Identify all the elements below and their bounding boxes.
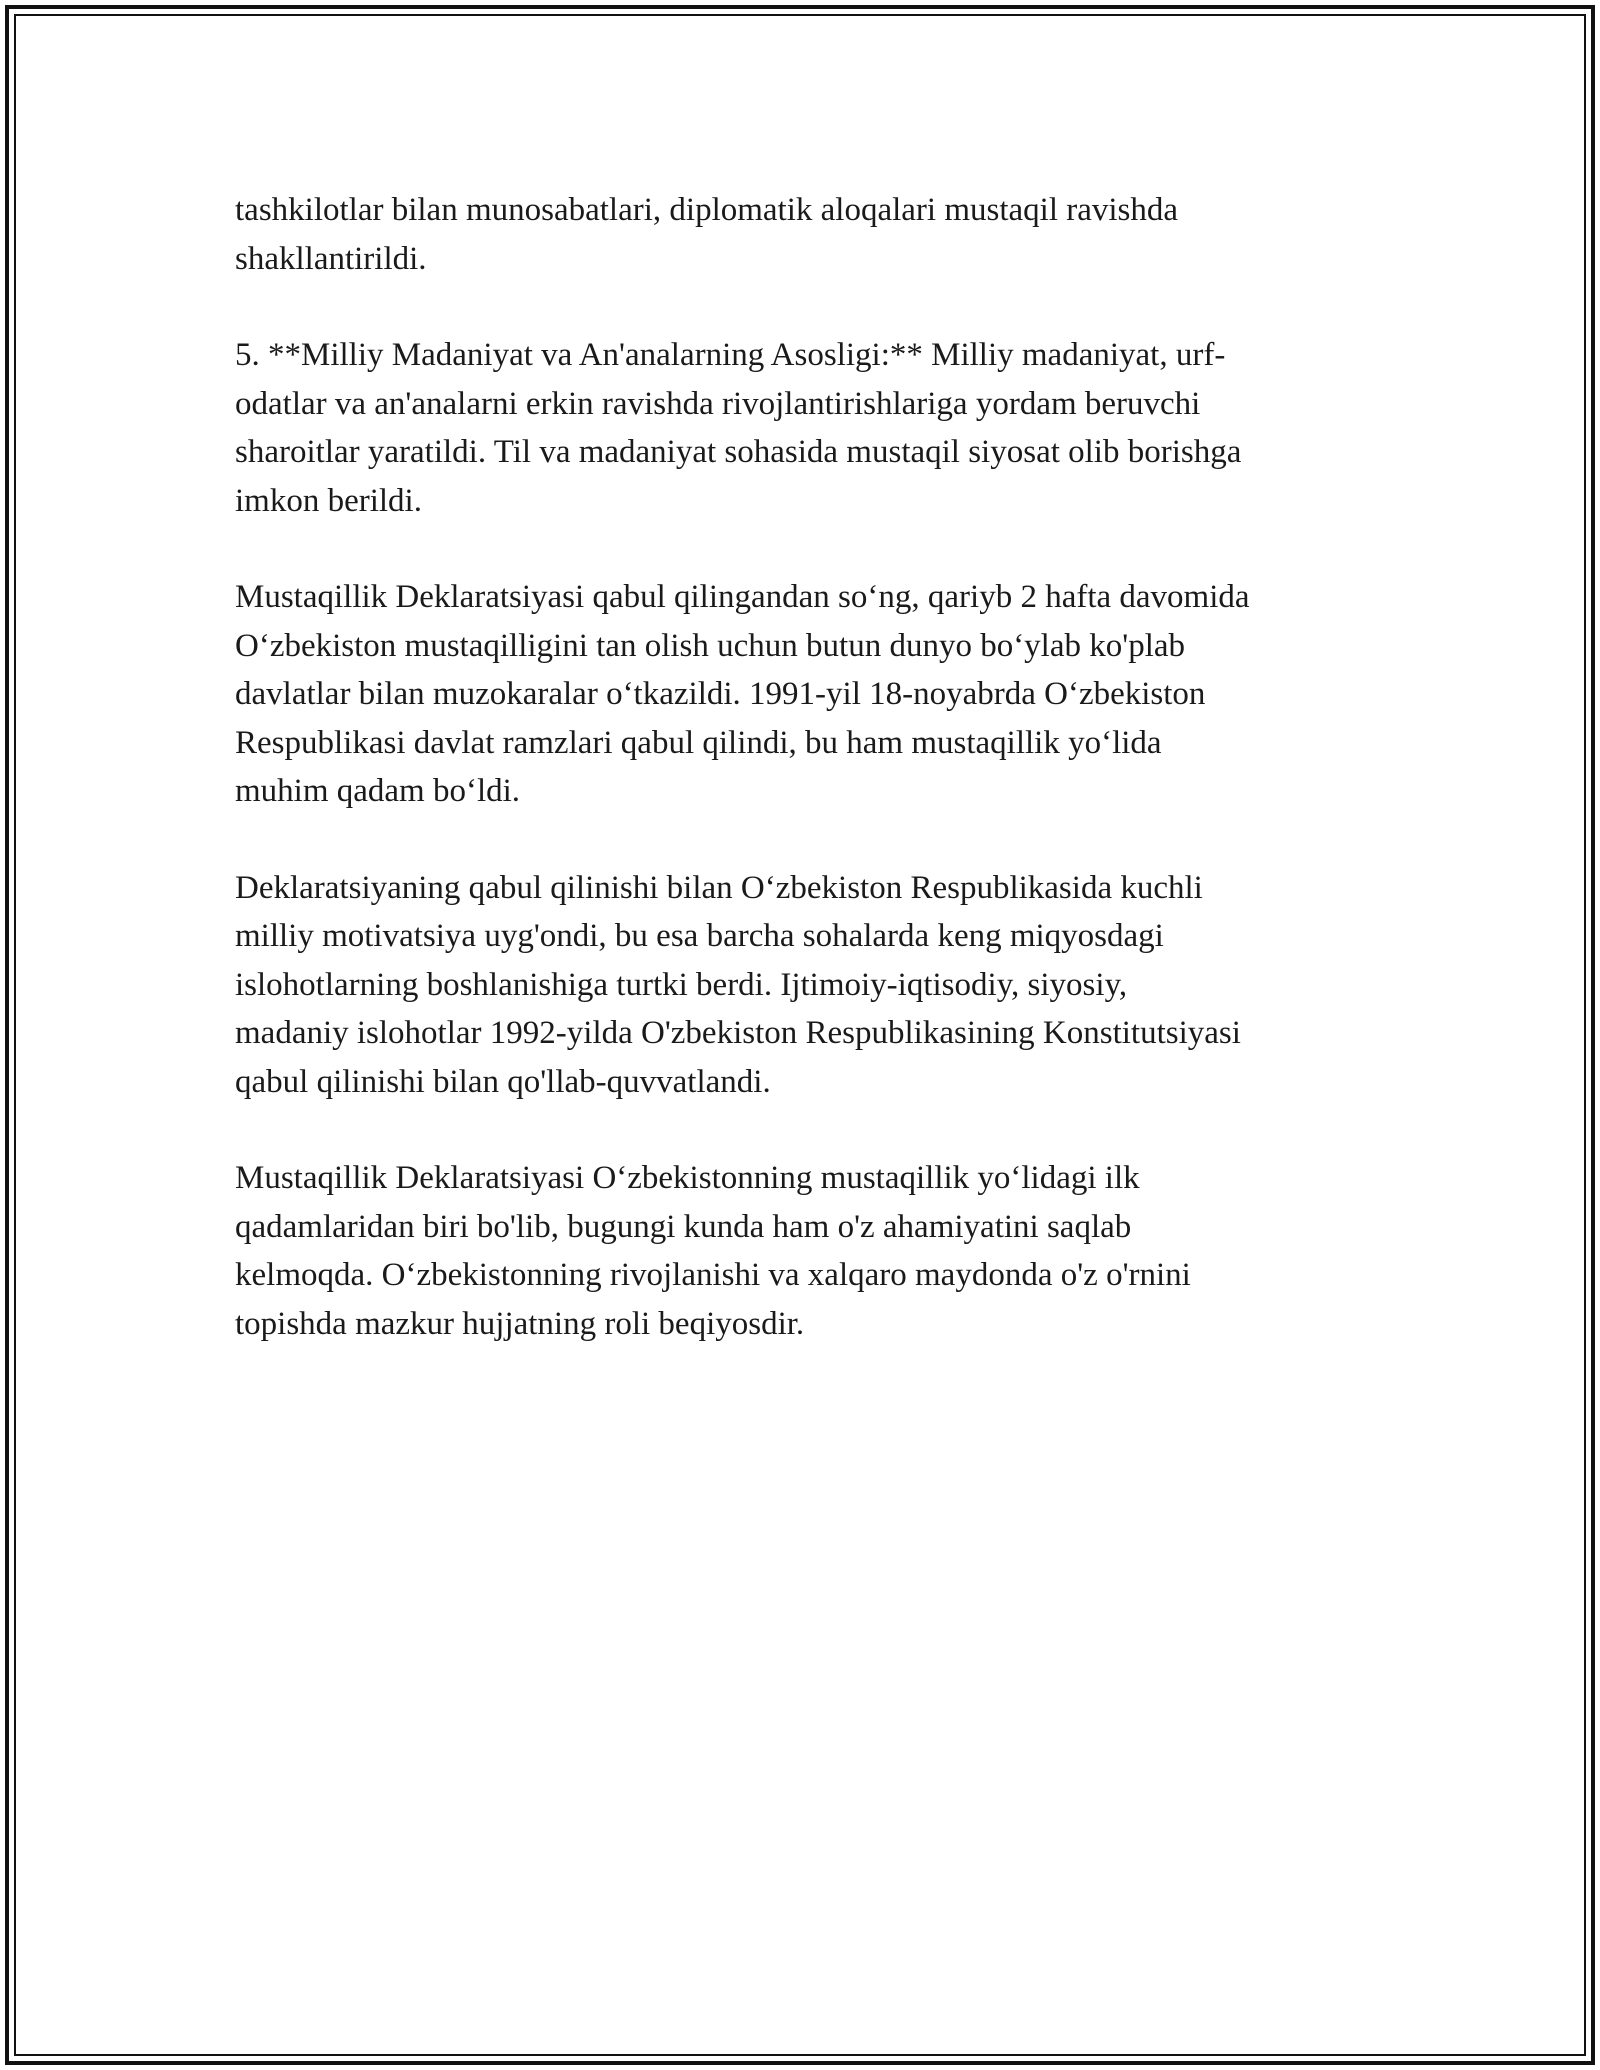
text-line: odatlar va an'analarni erkin ravishda rivojlantirishlariga yordam beruvchi <box>235 385 1201 422</box>
text-line: islohotlarning boshlanishiga turtki berdi. Ijtimoiy-iqtisodiy, siyosiy, <box>235 966 1128 1003</box>
paragraph-diplomatic-relations <box>235 186 1375 283</box>
paragraph-reforms <box>235 864 1375 1107</box>
text-line: Deklaratsiyaning qabul qilinishi bilan O‘zbekiston Respublikasida kuchli <box>235 869 1203 906</box>
text-line: tashkilotlar bilan munosabatlari, diplomatik aloqalari mustaqil ravishda <box>235 192 1179 228</box>
text-line: davlatlar bilan muzokaralar o‘tkazildi. 1991-yil 18-noyabrda O‘zbekiston <box>235 676 1206 712</box>
text-line: Mustaqillik Deklaratsiyasi O‘zbekistonning mustaqillik yo‘lidagi ilk <box>235 1160 1140 1196</box>
text-line: qabul qilinishi bilan qo'llab-quvvatlandi. <box>235 1063 771 1100</box>
text-line: milliy motivatsiya uyg'ondi, bu esa barcha sohalarda keng miqyosdagi <box>235 918 1164 954</box>
text-line: qadamlaridan biri bo'lib, bugungi kunda ham o'z ahamiyatini saqlab <box>235 1208 1132 1245</box>
text-line: kelmoqda. O‘zbekistonning rivojlanishi va xalqaro maydonda o'z o'rnini <box>235 1257 1191 1293</box>
paragraph-conclusion <box>235 1154 1375 1348</box>
text-line: Respublikasi davlat ramzlari qabul qilindi, bu ham mustaqillik yo‘lida <box>235 724 1162 761</box>
text-line: muhim qadam bo‘ldi. <box>235 773 521 809</box>
text-line: madaniy islohotlar 1992-yilda O'zbekiston Respublikasining Konstitutsiyasi <box>235 1015 1241 1051</box>
text-line: O‘zbekiston mustaqilligini tan olish uchun butun dunyo bo‘ylab ko'plab <box>235 627 1186 664</box>
paragraph-independence-recognition <box>235 573 1375 816</box>
text-line: sharoitlar yaratildi. Til va madaniyat sohasida mustaqil siyosat olib borishga <box>235 434 1242 470</box>
text-line: Mustaqillik Deklaratsiyasi qabul qilingandan so‘ng, qariyb 2 hafta davomida <box>235 579 1250 615</box>
document-body <box>235 186 1375 1396</box>
text-line: shakllantirildi. <box>235 240 427 277</box>
text-line: 5. **Milliy Madaniyat va An'analarning Asosligi:** Milliy madaniyat, urf- <box>235 337 1226 373</box>
text-line: topishda mazkur hujjatning roli beqiyosdir. <box>235 1305 805 1342</box>
text-line: imkon berildi. <box>235 482 422 519</box>
paragraph-national-culture <box>235 331 1375 525</box>
